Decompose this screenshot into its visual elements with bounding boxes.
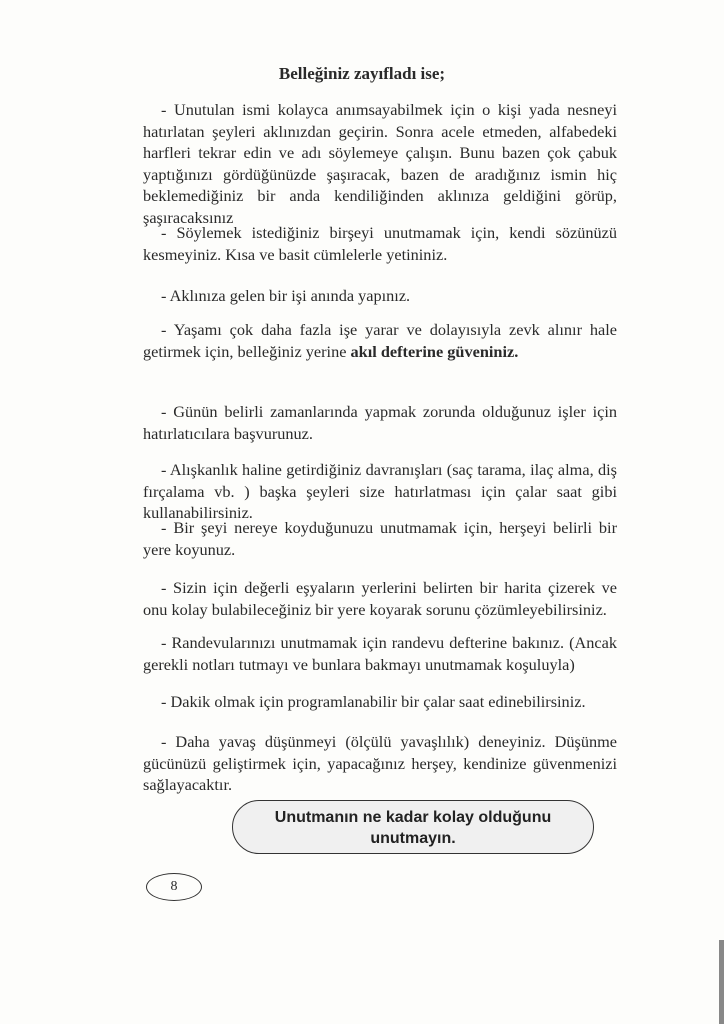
emphasis-text: akıl defterine güveniniz. xyxy=(350,341,519,361)
paragraph-text: - Aklınıza gelen bir işi anında yapınız. xyxy=(161,286,411,305)
page-title: Belleğiniz zayıfladı ise; xyxy=(278,64,446,83)
paragraph-text: - Söylemek istediğiniz birşeyi unutmamak için, kendi sözünüzü kesmeyiniz. Kısa ve basit cümlelerle yetininiz. xyxy=(143,223,617,264)
paragraph-8 xyxy=(143,577,617,620)
paragraph-10 xyxy=(143,691,617,713)
paragraph-text: - Dakik olmak için programlanabilir bir çalar saat edinebilirsiniz. xyxy=(161,692,586,711)
paragraph-text: - Alışkanlık haline getirdiğiniz davranışları (saç tarama, ilaç alma, diş fırçalama vb. ) başka şeyleri size hatırlatması için çalar saat gibi kullanabilirsiniz. xyxy=(143,460,617,522)
paragraph-7 xyxy=(143,517,617,560)
paragraph-5 xyxy=(143,401,617,444)
scan-edge xyxy=(719,940,724,1024)
page-number: 8 xyxy=(146,873,202,901)
paragraph-11 xyxy=(143,731,617,796)
paragraph-text: - Randevularınızı unutmamak için randevu defterine bakınız. (Ancak gerekli notları tutmayı ve bunlara bakmayı unutmamak koşuluyla) xyxy=(143,633,617,674)
paragraph-text: - Daha yavaş düşünmeyi (ölçülü yavaşlılık) deneyiniz. Düşünme gücünüzü geliştirmek için, yapacağınız herşey, kendinize güvenmenizi sağlayacaktır. xyxy=(143,732,617,794)
callout-box xyxy=(232,800,594,854)
paragraph-3 xyxy=(143,285,617,307)
callout-line-1: Unutmanın ne kadar kolay olduğunu xyxy=(274,809,552,826)
callout-line-2: unutmayın. xyxy=(370,830,456,847)
paragraph-text: - Yaşamı çok daha fazla işe yarar ve dolayısıyla zevk alınır hale getirmek için, belleğiniz yerine xyxy=(143,320,617,361)
paragraph-2 xyxy=(143,222,617,265)
paragraph-text: - Sizin için değerli eşyaların yerlerini belirten bir harita çizerek ve onu kolay bulabileceğiniz bir yere koyarak sorunu çözümleyebilirsiniz. xyxy=(143,578,617,619)
paragraph-text: - Unutulan ismi kolayca anımsayabilmek için o kişi yada nesneyi hatırlatan şeyleri aklınızdan geçirin. Sonra acele etmeden, alfabedeki harfleri tekrar edin ve adı söylemeye çalışın. Bunu bazen çok çabuk yaptığınızı gördüğünüzde şaşıracak, bazen de aradığınız ismin hiç beklemediğiniz bir anda kendiliğinden aklınıza geldiğini görüp, şaşıracaksınız xyxy=(143,100,617,227)
paragraph-4 xyxy=(143,319,617,362)
paragraph-6 xyxy=(143,459,617,524)
paragraph-text: - Günün belirli zamanlarında yapmak zorunda olduğunuz işler için hatırlatıcılara başvurunuz. xyxy=(143,402,617,443)
paragraph-text: - Bir şeyi nereye koyduğunuzu unutmamak için, herşeyi belirli bir yere koyunuz. xyxy=(143,518,617,559)
paragraph-9 xyxy=(143,632,617,675)
paragraph-1 xyxy=(143,99,617,228)
